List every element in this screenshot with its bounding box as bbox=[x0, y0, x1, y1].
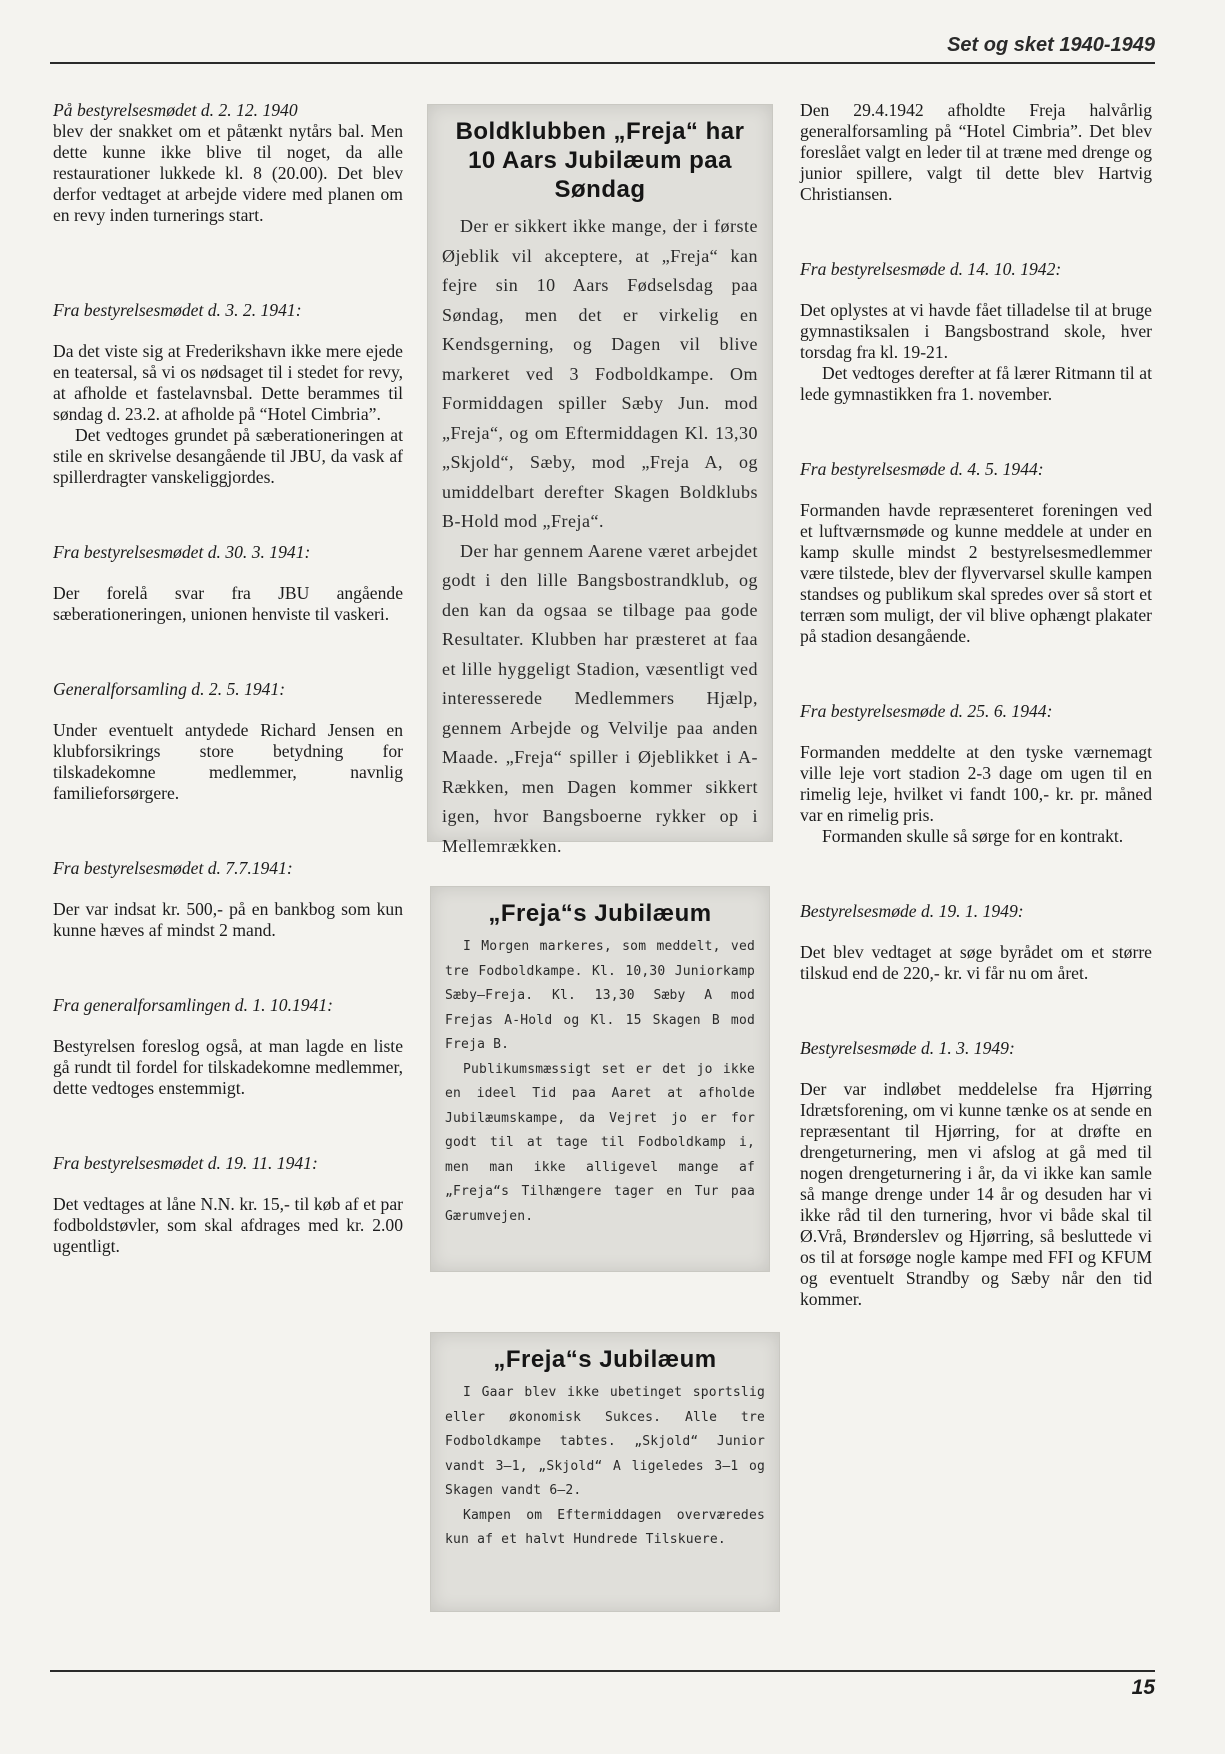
clipping-headline bbox=[442, 117, 758, 204]
newspaper-clipping bbox=[430, 886, 770, 1272]
entry-text: Det oplystes at vi havde fået tilladelse til at bruge gymnastiksalen i Bangsbostrand skole, hver torsdag fra kl. 19-21. bbox=[800, 300, 1152, 362]
clipping-headline: „Freja“s Jubilæum bbox=[488, 900, 712, 927]
entry-text: Bestyrelsen foreslog også, at man lagde en liste gå rundt til fordel for tilskadekomne medlemmer, dette vedtoges enstemmigt. bbox=[53, 1036, 403, 1098]
entry-heading: Bestyrelsesmøde d. 1. 3. 1949: bbox=[800, 1038, 1015, 1058]
clipping-body bbox=[442, 212, 758, 861]
clipping-body bbox=[445, 1381, 765, 1553]
entry-heading: Fra bestyrelsesmødet d. 19. 11. 1941: bbox=[53, 1153, 318, 1173]
entry-text: Under eventuelt antydede Richard Jensen en klubforsikrings store betydning for tilskadekomne medlemmer, navnlig familieforsørgere. bbox=[53, 720, 403, 803]
entry-text: blev der snakket om et påtænkt nytårs bal. Men dette kunne ikke blive til noget, da alle restaurationer lukkede kl. 8 (20.00). Det blev derfor vedtaget at arbejde videre med planen om en revy inden turnerings start. bbox=[53, 121, 403, 225]
bottom-rule bbox=[50, 1670, 1155, 1672]
entry-heading: Fra generalforsamlingen d. 1. 10.1941: bbox=[53, 995, 334, 1015]
top-rule bbox=[50, 62, 1155, 64]
clipping-headline-line: Boldklubben „Freja“ har bbox=[455, 118, 745, 145]
newspaper-clipping bbox=[430, 1332, 780, 1612]
entry-text: Da det viste sig at Frederikshavn ikke mere ejede en teatersal, så vi os nødsaget til i stedet for revy, at afholde et fastelavnsbal. Dette berammes til søndag d. 23.2. at afholde på “Hotel Cimbria”. bbox=[53, 341, 403, 424]
entry-heading: Generalforsamling d. 2. 5. 1941: bbox=[53, 679, 286, 699]
clipping-body bbox=[445, 935, 755, 1229]
clipping-headline-line: 10 Aars Jubilæum paa Søndag bbox=[468, 147, 732, 203]
entry-text: Der var indløbet meddelelse fra Hjørring Idrætsforening, om vi kunne tænke os at sende en repræsentant til Hjørring, for at drøfte en drengeturnering, men vi afslog at gå med til nogen drengeturnering i år, da vi ikke kan samle så mange drenge under 14 år og desuden har vi ikke råd til den turnering, hvor vi både skal til Ø.Vrå, Brønderslev og Hjørring, så besluttede vi os til at forsøge nogle kampe med FFI og KFUM og eventuelt Strandby og Sæby når den tid kommer. bbox=[800, 1079, 1152, 1309]
entry-text: Formanden havde repræsenteret foreningen ved et luftværnsmøde og kunne meddele at under en kamp skulle mindst 2 bestyrelsesmedlemmer være tilstede, blev der flyvervarsel skulle kampen standses og publikum skal spredes over så stort et terræn som muligt, der vil blive ophængt plakater på stadion desangående. bbox=[800, 500, 1152, 646]
entry-text: Der forelå svar fra JBU angående sæberationeringen, unionen henviste til vaskeri. bbox=[53, 583, 403, 624]
clipping-paragraph: I Gaar blev ikke ubetinget sportslig eller økonomisk Sukces. Alle tre Fodboldkampe tabtes. „Skjold“ Junior vandt 3—1, „Skjold“ A ligeledes 3—1 og Skagen vandt 6—2. bbox=[445, 1385, 765, 1498]
entry-text: Det vedtoges derefter at få lærer Ritmann til at lede gymnastikken fra 1. november. bbox=[800, 363, 1152, 404]
left-column bbox=[53, 100, 403, 1257]
entry-heading: Fra bestyrelsesmødet d. 3. 2. 1941: bbox=[53, 300, 302, 320]
entry-heading: Fra bestyrelsesmøde d. 4. 5. 1944: bbox=[800, 459, 1044, 479]
entry-heading: Fra bestyrelsesmøde d. 14. 10. 1942: bbox=[800, 259, 1062, 279]
clipping-paragraph: Kampen om Eftermiddagen overværedes kun af et halvt Hundrede Tilskuere. bbox=[445, 1507, 765, 1547]
entry-heading: Bestyrelsesmøde d. 19. 1. 1949: bbox=[800, 901, 1024, 921]
newspaper-clipping bbox=[427, 104, 773, 856]
running-head: Set og sket 1940-1949 bbox=[947, 34, 1155, 56]
right-column bbox=[800, 100, 1152, 1310]
clipping-paragraph: Der er sikkert ikke mange, der i første Øjeblik vil akceptere, at „Freja“ kan fejre sin 10 Aars Fødselsdag paa Søndag, men det er virkelig en Kendsgerning, og Dagen vil blive markeret ved 3 Fodboldkampe. Om Formiddagen spiller Sæby Jun. mod „Freja“, og om Eftermiddagen Kl. 13,30 „Skjold“, Sæby, mod „Freja A, og umiddelbart derefter Skagen Boldklubs B-Hold mod „Freja“. bbox=[442, 216, 758, 531]
entry-text: Der var indsat kr. 500,- på en bankbog som kun kunne hæves af mindst 2 mand. bbox=[53, 899, 403, 940]
entry-text: Formanden meddelte at den tyske værnemagt ville leje vort stadion 2-3 dage om ugen til en rimelig leje, hvilket vi fandt 100,- kr. pr. måned var en rimelig pris. bbox=[800, 742, 1152, 825]
entry-text: Det vedtoges grundet på sæberationeringen at stile en skrivelse desangående til JBU, da vask af spillerdragter vanskeliggjordes. bbox=[53, 425, 403, 487]
clipping-paragraph: Der har gennem Aarene været arbejdet godt i den lille Bangsbostrandklub, og den kan da ogsaa se tilbage paa gode Resultater. Klubben har præsteret at faa et lille hyggeligt Stadion, væsentligt ved interesserede Medlemmers Hjælp, gennem Arbejde og Velvilje paa anden Maade. „Freja“ spiller i Øjeblikket i A-Rækken, men Dagen kommer sikkert igen, hvor Bangsboerne rykker op i Mellemrækken. bbox=[442, 540, 758, 856]
entry-text: Den 29.4.1942 afholdte Freja halvårlig generalforsamling på “Hotel Cimbria”. Det blev foreslået valgt en leder til at træne med drenge og junior spillere, valgt til dette blev Hartvig Christiansen. bbox=[800, 100, 1152, 204]
clipping-paragraph: I Morgen markeres, som meddelt, ved tre Fodboldkampe. Kl. 10,30 Juniorkamp Sæby—Freja. Kl. 13,30 Sæby A mod Frejas A-Hold og Kl. 15 Skagen B mod Freja B. bbox=[445, 939, 755, 1052]
page-number: 15 bbox=[1131, 1676, 1155, 1699]
clipping-headline: „Freja“s Jubilæum bbox=[493, 1346, 717, 1373]
entry-heading: Fra bestyrelsesmødet d. 7.7.1941: bbox=[53, 858, 293, 878]
clipping-paragraph: Publikumsmæssigt set er det jo ikke en ideel Tid paa Aaret at afholde Jubilæumskampe, da Vejret jo er for godt til at tage til Fodboldkamp i, men man ikke alligevel mange af „Freja“s Tilhængere tager en Tur paa Gærumvejen. bbox=[445, 1061, 755, 1224]
entry-heading: På bestyrelsesmødet d. 2. 12. 1940 bbox=[53, 100, 298, 120]
entry-text: Det vedtages at låne N.N. kr. 15,- til køb af et par fodboldstøvler, som skal afdrages med kr. 2.00 ugentligt. bbox=[53, 1194, 403, 1256]
entry-text: Det blev vedtaget at søge byrådet om et større tilskud end de 220,- kr. vi får nu om året. bbox=[800, 942, 1152, 983]
entry-heading: Fra bestyrelsesmødet d. 30. 3. 1941: bbox=[53, 542, 311, 562]
entry-text: Formanden skulle så sørge for en kontrakt. bbox=[822, 826, 1124, 846]
entry-heading: Fra bestyrelsesmøde d. 25. 6. 1944: bbox=[800, 701, 1053, 721]
